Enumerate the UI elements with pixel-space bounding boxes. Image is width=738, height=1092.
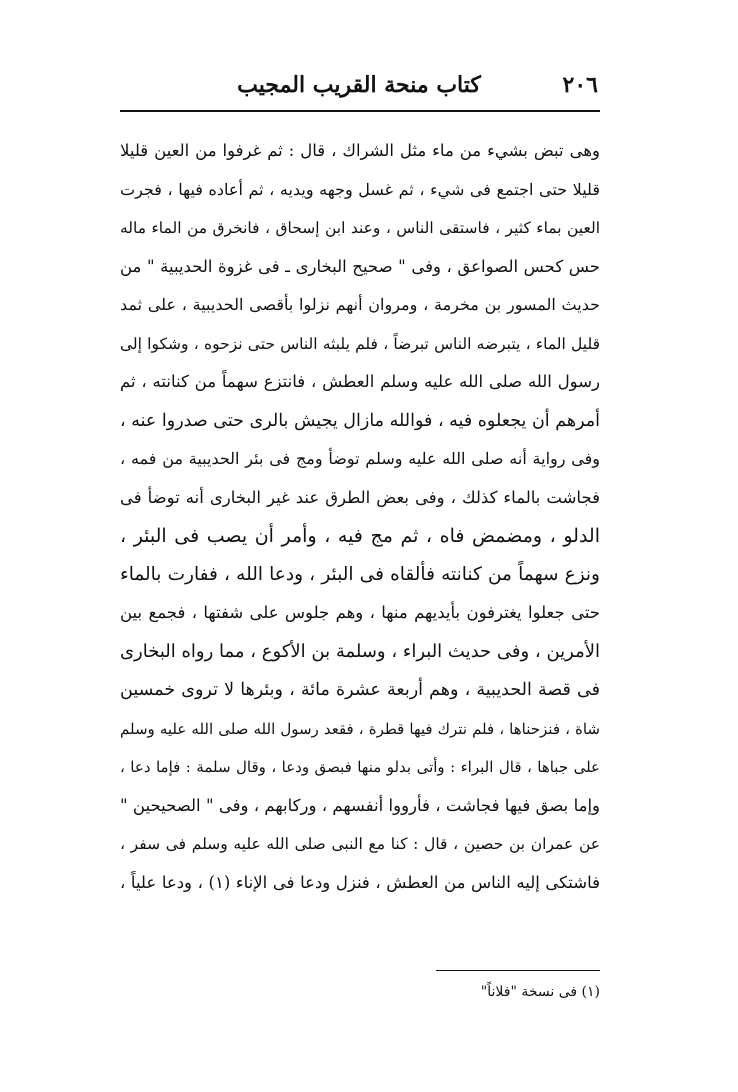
text-line: رسول الله صلى الله عليه وسلم العطش ، فانتزع سهماً من كنانته ، ثم [120, 372, 600, 391]
page-number: ٢٠٦ [562, 72, 598, 98]
text-line: حس كحس الصواعق ، وفى " صحيح البخارى ـ فى غزوة الحديبية " من [120, 256, 600, 276]
text-line: قليلا حتى اجتمع فى شيء ، ثم غسل وجهه ويديه ، ثم أعاده فيها ، فجرت [120, 179, 600, 199]
text-line: الأمرين ، وفى حديث البراء ، وسلمة بن الأكوع ، مما رواه البخارى [120, 640, 600, 662]
text-line: العين بماء كثير ، فاستقى الناس ، وعند ابن إسحاق ، فانخرق من الماء ماله [120, 219, 600, 237]
text-line: حديث المسور بن مخرمة ، ومروان أنهم نزلوا بأقصى الحديبية ، على ثمد [120, 295, 600, 314]
text-line: وفى رواية أنه صلى الله عليه وسلم توضأ ومج فى بئر الحديبية من فمه ، [120, 449, 600, 468]
text-line: فجاشت بالماء كذلك ، وفى بعض الطرق عند غير البخارى أنه توضأ فى [120, 487, 600, 507]
text-line: فى قصة الحديبية ، وهم أربعة عشرة مائة ، وبئرها لا تروى خمسين [120, 680, 600, 700]
text-line: شاة ، فنزحناها ، فلم نترك فيها قطرة ، فقعد رسول الله صلى الله عليه وسلم [120, 719, 600, 738]
running-title: كتاب منحة القريب المجيب [237, 72, 481, 98]
header-divider [120, 110, 600, 112]
footnote: (١) فى نسخة "فلاناً" [480, 984, 600, 1000]
text-line: ونزع سهماً من كنانته فألقاه فى البئر ، ودعا الله ، ففارت بالماء [120, 563, 600, 585]
text-line: وهى تبض بشيء من ماء مثل الشراك ، قال : ثم غرفوا من العين قليلا [120, 141, 600, 160]
footnote-divider [436, 970, 600, 971]
text-line: وإما بصق فيها فجاشت ، فأرووا أنفسهم ، وركابهم ، وفى " الصحيحين " [120, 795, 600, 815]
text-line: على جباها ، قال البراء : وأتى بدلو منها فبصق ودعا ، وقال سلمة : فإما دعا ، [120, 758, 600, 776]
text-line: الدلو ، ومضمض فاه ، ثم مج فيه ، وأمر أن يصب فى البئر ، [120, 525, 600, 547]
body-text [120, 132, 600, 902]
text-line: عن عمران بن حصين ، قال : كنا مع النبى صلى الله عليه وسلم فى سفر ، [120, 835, 600, 853]
text-line: أمرهم أن يجعلوه فيه ، فوالله مازال يجيش بالرى حتى صدروا عنه ، [120, 410, 600, 431]
page-header [120, 66, 598, 110]
text-line: حتى جعلوا يغترفون بأيديهم منها ، وهم جلوس على شفتها ، فجمع بين [120, 603, 600, 622]
text-line: فاشتكى إليه الناس من العطش ، فنزل ودعا فى الإناء (١) ، ودعا علياً ، [120, 872, 600, 892]
text-line: قليل الماء ، يتبرضه الناس تبرضاً ، فلم يلبثه الناس حتى نزحوه ، وشكوا إلى [120, 334, 600, 353]
